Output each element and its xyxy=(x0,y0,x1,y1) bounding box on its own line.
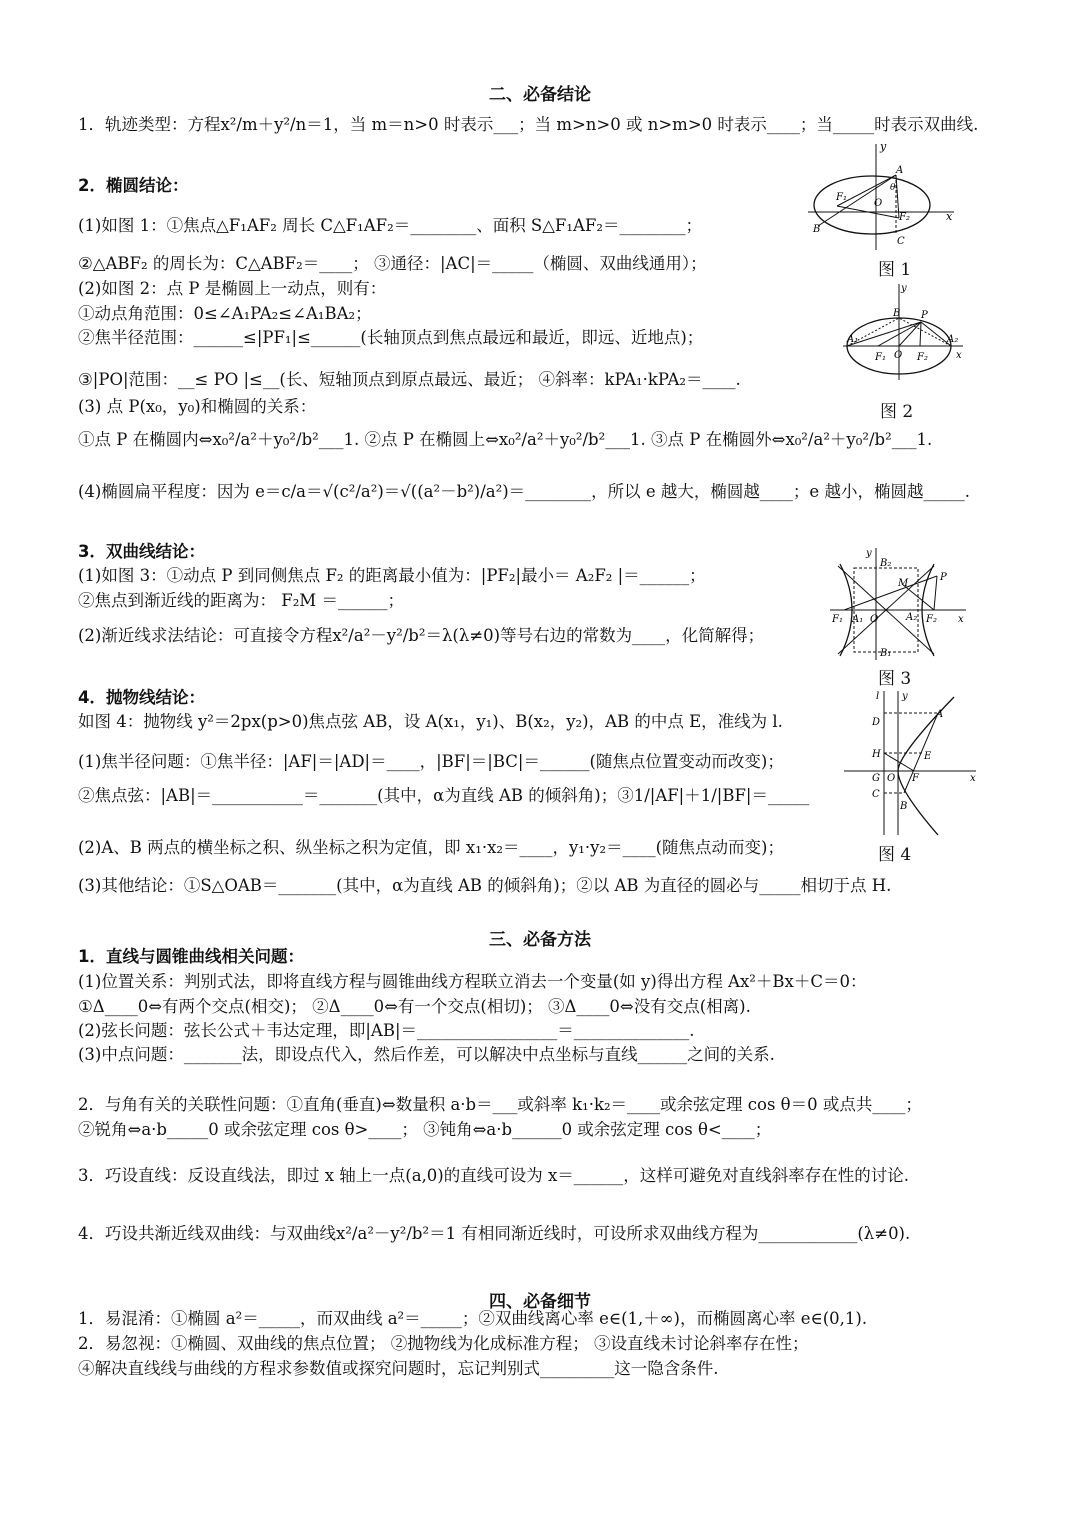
fig1-label: F₂ xyxy=(899,212,910,223)
text-line: ③|PO|范围：__≤ PO |≤__(长、短轴顶点到原点最远、最近； ④斜率：kPA₁·kPA₂＝____. xyxy=(78,370,741,389)
fig4-label: O xyxy=(887,773,896,784)
subheading: 2．椭圆结论： xyxy=(78,176,189,195)
section-heading-2: 二、必备结论 xyxy=(489,85,591,105)
text-line: 4．巧设共渐近线双曲线：与双曲线x²/a²－y²/b²＝1 有相同渐近线时，可设所求双曲线方程为____________(λ≠0). xyxy=(78,1224,911,1243)
fig1-label: y xyxy=(880,140,887,153)
fig4-label: E xyxy=(924,751,932,762)
text-line: (3)其他结论：①S△OAB＝_______(其中，α为直线 AB 的倾斜角)；②以 AB 为直径的圆必与_____相切于点 H. xyxy=(78,876,892,895)
text-line: (3)中点问题：_______法，即设点代入，然后作差，可以解决中点坐标与直线______之间的关系. xyxy=(78,1045,775,1064)
fig1-label: x xyxy=(946,210,953,223)
fig4-label: x xyxy=(970,773,976,784)
text-line: (1)位置关系：判别式法，即将直线方程与圆锥曲线方程联立消去一个变量(如 y)得出方程 Ax²＋Bx＋C＝0： xyxy=(78,972,867,991)
section-heading-3: 三、必备方法 xyxy=(489,930,591,950)
fig3-label: B₂ xyxy=(880,558,892,569)
fig2-label: x xyxy=(956,350,962,361)
figure-4-parabola xyxy=(842,685,982,837)
fig1-label: C xyxy=(897,236,905,247)
text-line: 1．易混淆：①椭圆 a²＝_____，而双曲线 a²＝_____；②双曲线离心率 e∈(1,＋∞)，而椭圆离心率 e∈(0,1). xyxy=(78,1309,868,1328)
text-line: (2)如图 2：点 P 是椭圆上一动点，则有： xyxy=(78,279,387,298)
fig4-label: G xyxy=(872,773,880,784)
text-line: (3) 点 P(x₀，y₀)和椭圆的关系： xyxy=(78,397,317,416)
figure-3-caption: 图 3 xyxy=(878,669,912,689)
figure-2-caption: 图 2 xyxy=(880,402,914,422)
figure-2-ellipse xyxy=(843,282,968,382)
fig2-label: O xyxy=(894,350,903,361)
text-line: (1)焦半径问题：①焦半径：|AF|＝|AD|＝____，|BF|＝|BC|＝______(随焦点位置变动而改变)； xyxy=(78,752,784,771)
fig3-label: F₂ xyxy=(926,614,937,625)
text-line: ②锐角⇔a·b_____0 或余弦定理 cos θ>____； ③钝角⇔a·b______0 或余弦定理 cos θ<____； xyxy=(78,1120,772,1139)
fig2-label: A₁ xyxy=(847,334,859,345)
text-line: 2．易忽视：①椭圆、双曲线的焦点位置； ②抛物线为化成标准方程； ③设直线未讨论斜率存在性； xyxy=(78,1334,809,1353)
subheading: 1．直线与圆锥曲线相关问题： xyxy=(78,947,304,966)
fig3-label: M xyxy=(898,578,909,589)
fig4-label: C xyxy=(872,789,880,800)
fig3-label: y xyxy=(866,548,872,559)
figure-3-hyperbola xyxy=(830,546,970,662)
text-line: (2)渐近线求法结论：可直接令方程x²/a²－y²/b²＝λ(λ≠0)等号右边的常数为____，化简解得； xyxy=(78,626,765,645)
fig2-label: B xyxy=(893,308,901,319)
text-line: ①动点角范围：0≤∠A₁PA₂≤∠A₁BA₂； xyxy=(78,304,372,323)
fig4-label: A xyxy=(936,709,944,720)
fig1-label: A xyxy=(896,165,904,176)
text-line: ②△ABF₂ 的周长为：C△ABF₂＝____； ③通径：|AC|＝_____（椭圆、双曲线通用）； xyxy=(78,254,707,273)
text-line: 如图 4：抛物线 y²＝2px(p>0)焦点弦 AB，设 A(x₁，y₁)、B(x₂，y₂)，AB 的中点 E，准线为 l. xyxy=(78,712,783,731)
fig1-label: θ xyxy=(890,183,896,193)
text-line: ④解决直线线与曲线的方程求参数值或探究问题时，忘记判别式_________这一隐含条件. xyxy=(78,1359,719,1378)
text-line: (1)如图 3：①动点 P 到同侧焦点 F₂ 的距离最小值为：|PF₂|最小＝ A₂F₂ |＝______； xyxy=(78,566,706,585)
fig2-label: F₂ xyxy=(917,352,928,363)
fig3-label: A₁ xyxy=(852,614,864,625)
text-line: 1．轨迹类型：方程x²/m＋y²/n＝1，当 m＝n>0 时表示___；当 m>n>0 或 n>m>0 时表示____；当_____时表示双曲线. xyxy=(78,115,979,134)
text-line: ②焦半径范围：______≤|PF₁|≤______(长轴顶点到焦点最远和最近，即远、近地点)； xyxy=(78,328,704,347)
fig3-label: P xyxy=(940,572,947,583)
text-line: ②焦点弦：|AB|＝___________＝_______(其中，α为直线 AB 的倾斜角)；③1/|AF|＋1/|BF|＝_____ xyxy=(78,786,810,805)
fig1-label: B xyxy=(813,224,821,235)
fig4-label: D xyxy=(872,717,881,728)
text-line: (2)弦长问题：弦长公式＋韦达定理，即|AB|＝_________________＝______________. xyxy=(78,1021,695,1040)
fig3-label: O xyxy=(870,614,879,625)
subheading: 4．抛物线结论： xyxy=(78,688,205,707)
fig4-label: l xyxy=(876,691,880,702)
section-heading-4: 四、必备细节 xyxy=(489,1292,591,1312)
fig3-label: F₁ xyxy=(832,614,843,625)
text-line: 3．巧设直线：反设直线法，即过 x 轴上一点(a,0)的直线可设为 x＝______，这样可避免对直线斜率存在性的讨论. xyxy=(78,1166,910,1185)
fig1-label: F₁ xyxy=(836,192,847,203)
fig2-label: A₂ xyxy=(947,334,959,345)
figure-1-caption: 图 1 xyxy=(878,260,912,280)
fig4-label: F xyxy=(912,773,919,784)
fig2-label: y xyxy=(901,283,907,294)
fig3-label: x xyxy=(958,614,964,625)
fig3-label: A₂ xyxy=(906,612,918,623)
text-line: 2．与角有关的关联性问题：①直角(垂直)⇔数量积 a·b＝___或斜率 k₁·k₂＝____或余弦定理 cos θ＝0 或点共____； xyxy=(78,1095,922,1114)
figure-4-caption: 图 4 xyxy=(878,845,912,865)
fig3-label: B₁ xyxy=(880,648,892,659)
fig4-label: y xyxy=(902,691,908,702)
fig4-label: H xyxy=(872,749,881,760)
text-line: (1)如图 1：①焦点△F₁AF₂ 周长 C△F₁AF₂＝________、面积 S△F₁AF₂＝________； xyxy=(78,216,702,235)
figure-1-ellipse xyxy=(808,140,958,252)
subheading: 3．双曲线结论： xyxy=(78,542,205,561)
text-line: (4)椭圆扁平程度：因为 e＝c/a＝√(c²/a²)＝√((a²－b²)/a²)＝________，所以 e 越大，椭圆越____；e 越小，椭圆越_____. xyxy=(78,482,970,501)
fig2-label: F₁ xyxy=(875,352,886,363)
fig1-label: O xyxy=(874,198,883,209)
text-line: ①点 P 在椭圆内⇔x₀²/a²＋y₀²/b²___1. ②点 P 在椭圆上⇔x₀²/a²＋y₀²/b²___1. ③点 P 在椭圆外⇔x₀²/a²＋y₀²/b²___1. xyxy=(78,430,933,449)
text-line: (2)A、B 两点的横坐标之积、纵坐标之积为定值，即 x₁·x₂＝____，y₁·y₂＝____(随焦点动而变)； xyxy=(78,838,784,857)
text-line: ②焦点到渐近线的距离为： F₂M ＝______； xyxy=(78,591,404,610)
fig2-label: P xyxy=(921,310,928,321)
fig4-label: B xyxy=(900,801,908,812)
text-line: ①Δ____0⇔有两个交点(相交)； ②Δ____0⇔有一个交点(相切)； ③Δ____0⇔没有交点(相离). xyxy=(78,997,751,1016)
